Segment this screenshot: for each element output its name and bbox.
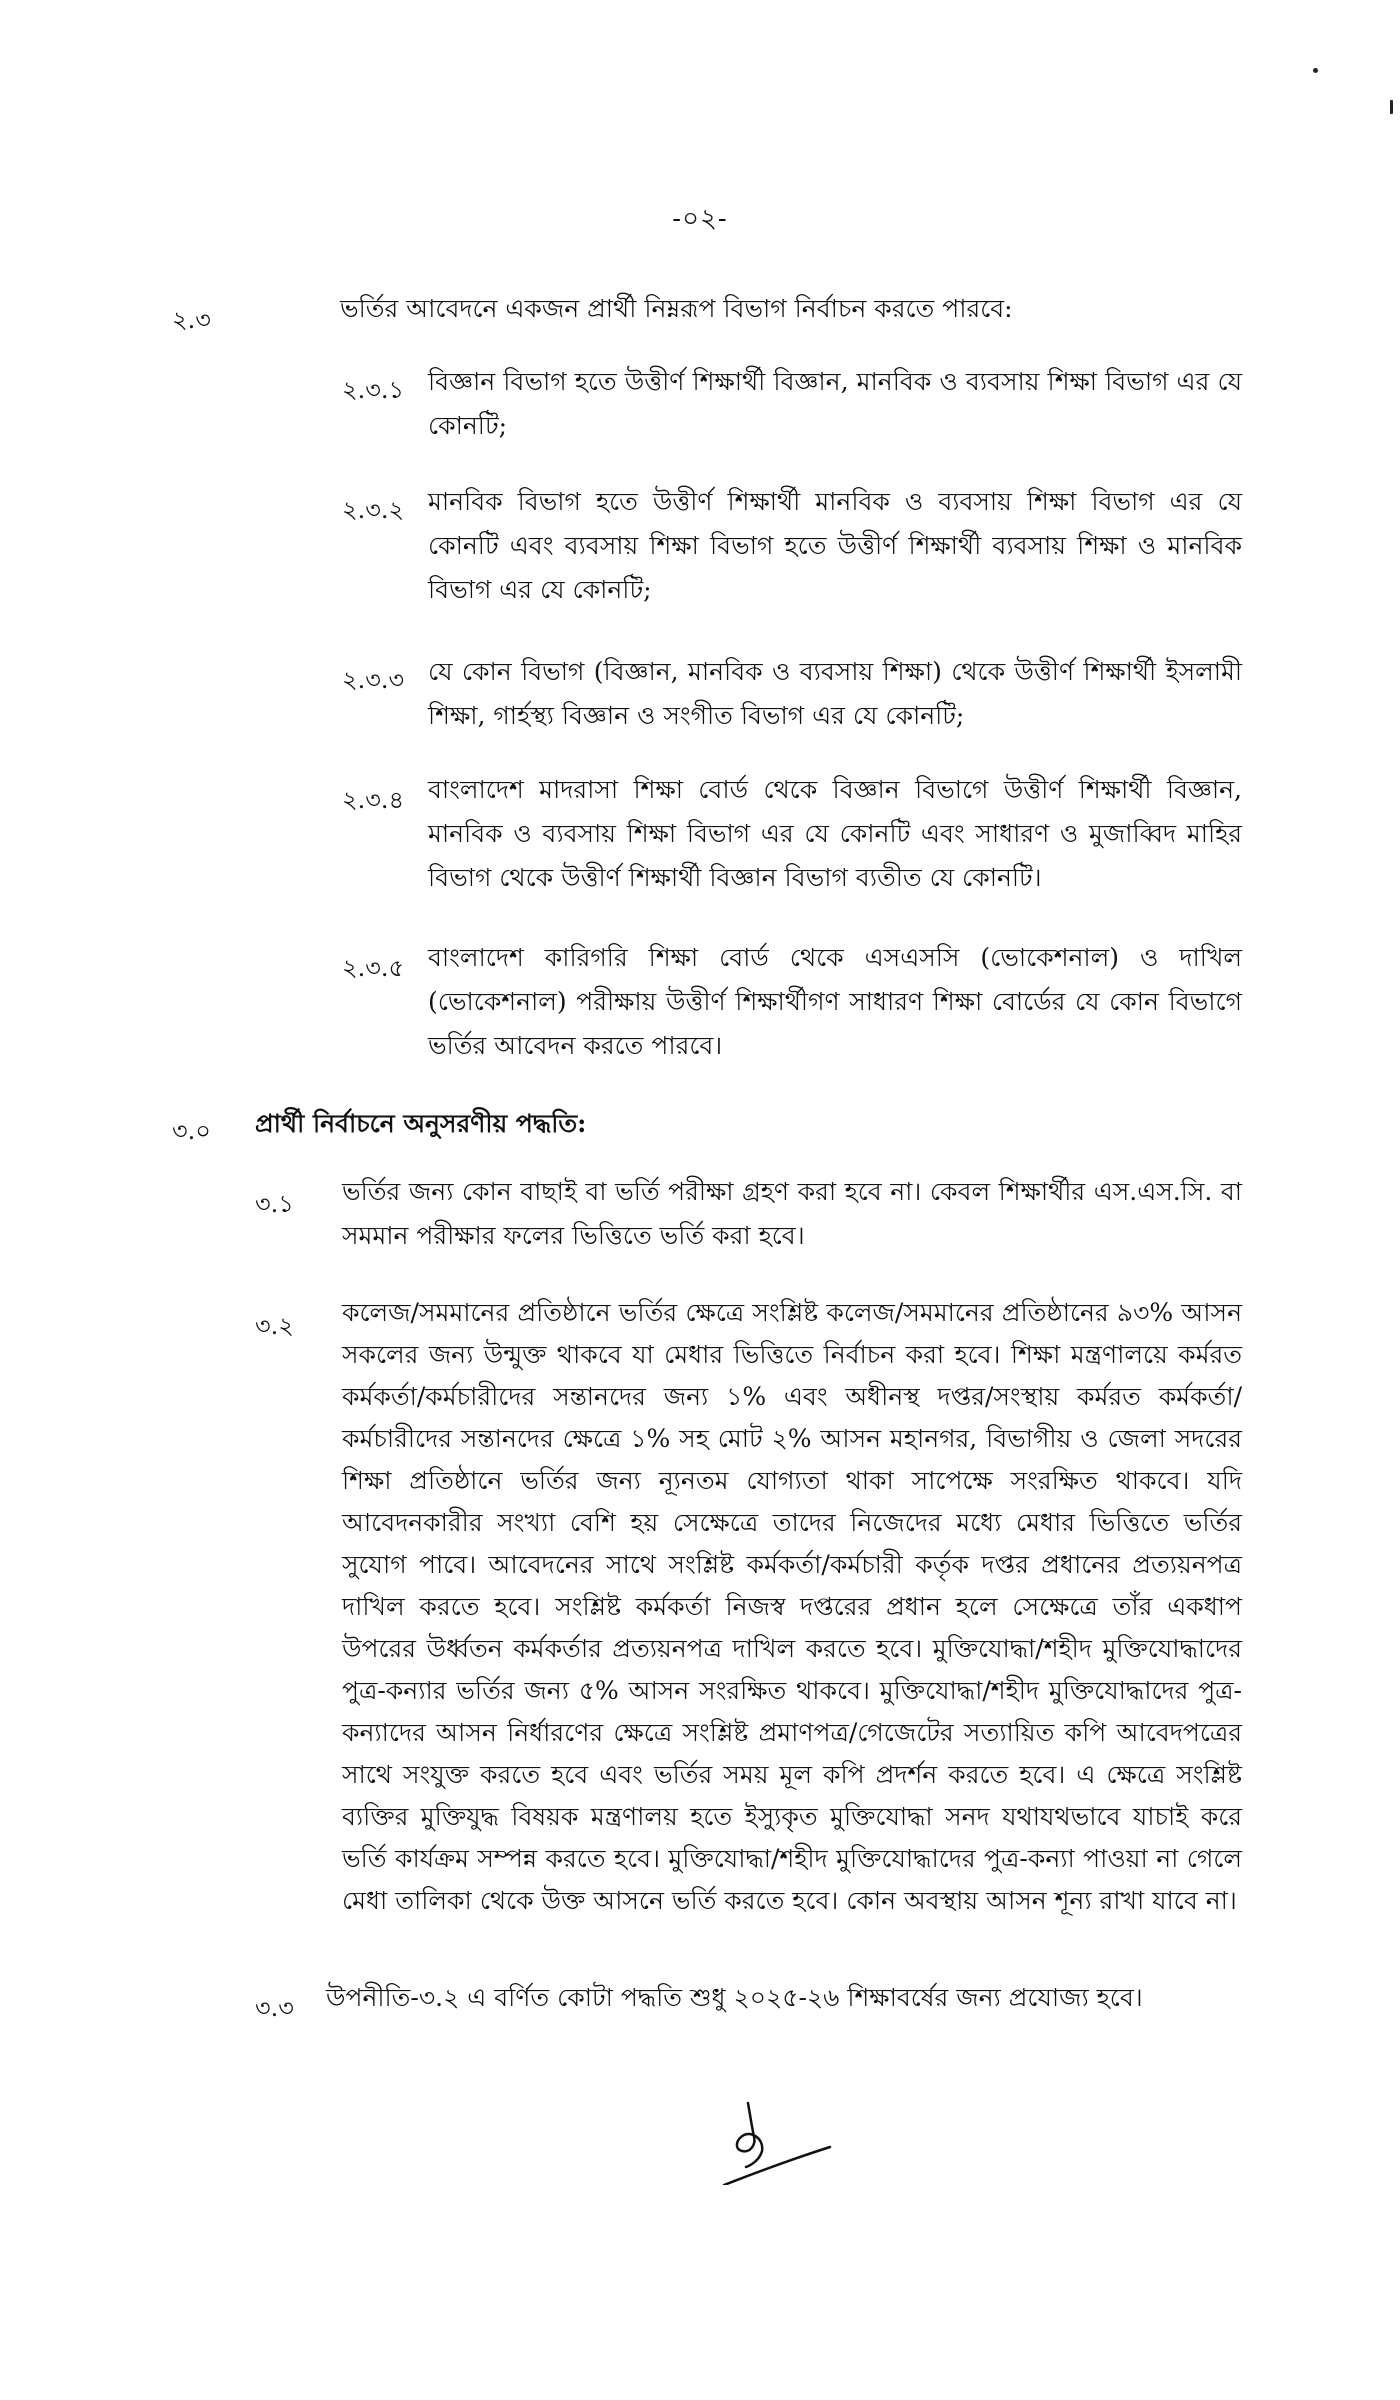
section-number-2-3: ২.৩ xyxy=(172,306,211,334)
page-number: -০২- xyxy=(672,204,728,234)
item-number-3-2: ৩.২ xyxy=(255,1312,294,1340)
section-heading-2-3: ভর্তির আবেদনে একজন প্রার্থী নিম্নরূপ বিভাগ নির্বাচন করতে পারবে: xyxy=(340,294,1013,323)
item-number-2-3-3: ২.৩.৩ xyxy=(342,666,405,694)
item-text-2-3-4: বাংলাদেশ মাদরাসা শিক্ষা বোর্ড থেকে বিজ্ঞান বিভাগে উত্তীর্ণ শিক্ষার্থী বিজ্ঞান, মানবিক ও ব্যবসায় শিক্ষা বিভাগ এর যে কোনটি এবং সাধারণ ও মুজাব্বিদ মাহির বিভাগ থেকে উত্তীর্ণ শিক্ষার্থী বিজ্ঞান বিভাগ ব্যতীত যে কোনটি। xyxy=(428,775,1242,892)
item-number-2-3-5: ২.৩.৫ xyxy=(342,954,405,982)
item-text-2-3-5: বাংলাদেশ কারিগরি শিক্ষা বোর্ড থেকে এসএসসি (ভোকেশনাল) ও দাখিল (ভোকেশনাল) পরীক্ষায় উত্তীর্ণ শিক্ষার্থীগণ সাধারণ শিক্ষা বোর্ডের যে কোন বিভাগে ভর্তির আবেদন করতে পারবে। xyxy=(428,943,1242,1060)
item-text-2-3-1: বিজ্ঞান বিভাগ হতে উত্তীর্ণ শিক্ষার্থী বিজ্ঞান, মানবিক ও ব্যবসায় শিক্ষা বিভাগ এর যে কোনটি; xyxy=(428,367,1242,440)
item-number-3-1: ৩.১ xyxy=(255,1190,294,1218)
item-text-2-3-3: যে কোন বিভাগ (বিজ্ঞান, মানবিক ও ব্যবসায় শিক্ষা) থেকে উত্তীর্ণ শিক্ষার্থী ইসলামী শিক্ষা, গার্হস্থ্য বিজ্ঞান ও সংগীত বিভাগ এর যে কোনটি; xyxy=(428,657,1242,730)
scan-speck xyxy=(1313,68,1318,73)
item-text-2-3-2: মানবিক বিভাগ হতে উত্তীর্ণ শিক্ষার্থী মানবিক ও ব্যবসায় শিক্ষা বিভাগ এর যে কোনটি এবং ব্যবসায় শিক্ষা বিভাগ হতে উত্তীর্ণ শিক্ষার্থী ব্যবসায় শিক্ষা ও মানবিক বিভাগ এর যে কোনটি; xyxy=(428,487,1242,604)
signature xyxy=(720,2095,840,2185)
item-text-3-2: কলেজ/সমমানের প্রতিষ্ঠানে ভর্তির ক্ষেত্রে সংশ্লিষ্ট কলেজ/সমমানের প্রতিষ্ঠানের ৯৩% আসন সকলের জন্য উন্মুক্ত থাকবে যা মেধার ভিত্তিতে নির্বাচন করা হবে। শিক্ষা মন্ত্রণালয়ে কর্মরত কর্মকর্তা/কর্মচারীদের সন্তানদের জন্য ১% এবং অধীনস্থ দপ্তর/সংস্থায় কর্মরত কর্মকর্তা/কর্মচারীদের সন্তানদের ক্ষেত্রে ১% সহ মোট ২% আসন মহানগর, বিভাগীয় ও জেলা সদরের শিক্ষা প্রতিষ্ঠানে ভর্তির জন্য ন্যূনতম যোগ্যতা থাকা সাপেক্ষে সংরক্ষিত থাকবে। যদি আবেদনকারীর সংখ্যা বেশি হয় সেক্ষেত্রে তাদের নিজেদের মধ্যে মেধার ভিত্তিতে ভর্তির সুযোগ পাবে। আবেদনের সাথে সংশ্লিষ্ট কর্মকর্তা/কর্মচারী কর্তৃক দপ্তর প্রধানের প্রত্যয়নপত্র দাখিল করতে হবে। সংশ্লিষ্ট কর্মকর্তা নিজস্ব দপ্তরের প্রধান হলে সেক্ষেত্রে তাঁর একধাপ উপরের উর্ধ্বতন কর্মকর্তার প্রত্যয়নপত্র দাখিল করতে হবে। মুক্তিযোদ্ধা/শহীদ মুক্তিযোদ্ধাদের পুত্র-কন্যার ভর্তির জন্য ৫% আসন সংরক্ষিত থাকবে। মুক্তিযোদ্ধা/শহীদ মুক্তিযোদ্ধাদের পুত্র-কন্যাদের আসন নির্ধারণের ক্ষেত্রে সংশ্লিষ্ট প্রমাণপত্র/গেজেটের সত্যায়িত কপি আবেদপত্রের সাথে সংযুক্ত করতে হবে এবং ভর্তির সময় মূল কপি প্রদর্শন করতে হবে। এ ক্ষেত্রে সংশ্লিষ্ট ব্যক্তির মুক্তিযুদ্ধ বিষয়ক মন্ত্রণালয় হতে ইস্যুকৃত মুক্তিযোদ্ধা সনদ যথাযথভাবে যাচাই করে ভর্তি কার্যক্রম সম্পন্ন করতে হবে। মুক্তিযোদ্ধা/শহীদ মুক্তিযোদ্ধাদের পুত্র-কন্যা পাওয়া না গেলে মেধা তালিকা থেকে উক্ত আসনে ভর্তি করতে হবে। কোন অবস্থায় আসন শূন্য রাখা যাবে না। xyxy=(342,1298,1242,1915)
item-text-3-3: উপনীতি-৩.২ এ বর্ণিত কোটা পদ্ধতি শুধু ২০২৫-২৬ শিক্ষাবর্ষের জন্য প্রযোজ্য হবে। xyxy=(326,1983,1143,2012)
scan-speck xyxy=(1390,100,1393,114)
section-heading-3-0: প্রার্থী নির্বাচনে অনুসরণীয় পদ্ধতি: xyxy=(255,1109,587,1138)
item-number-2-3-1: ২.৩.১ xyxy=(342,376,405,404)
item-number-2-3-4: ২.৩.৪ xyxy=(342,786,405,814)
section-number-3-0: ৩.০ xyxy=(172,1117,211,1145)
item-number-2-3-2: ২.৩.২ xyxy=(342,496,405,524)
item-number-3-3: ৩.৩ xyxy=(255,1994,294,2022)
item-text-3-1: ভর্তির জন্য কোন বাছাই বা ভর্তি পরীক্ষা গ্রহণ করা হবে না। কেবল শিক্ষার্থীর এস.এস.সি. বা সমমান পরীক্ষার ফলের ভিত্তিতে ভর্তি করা হবে। xyxy=(342,1177,1242,1250)
